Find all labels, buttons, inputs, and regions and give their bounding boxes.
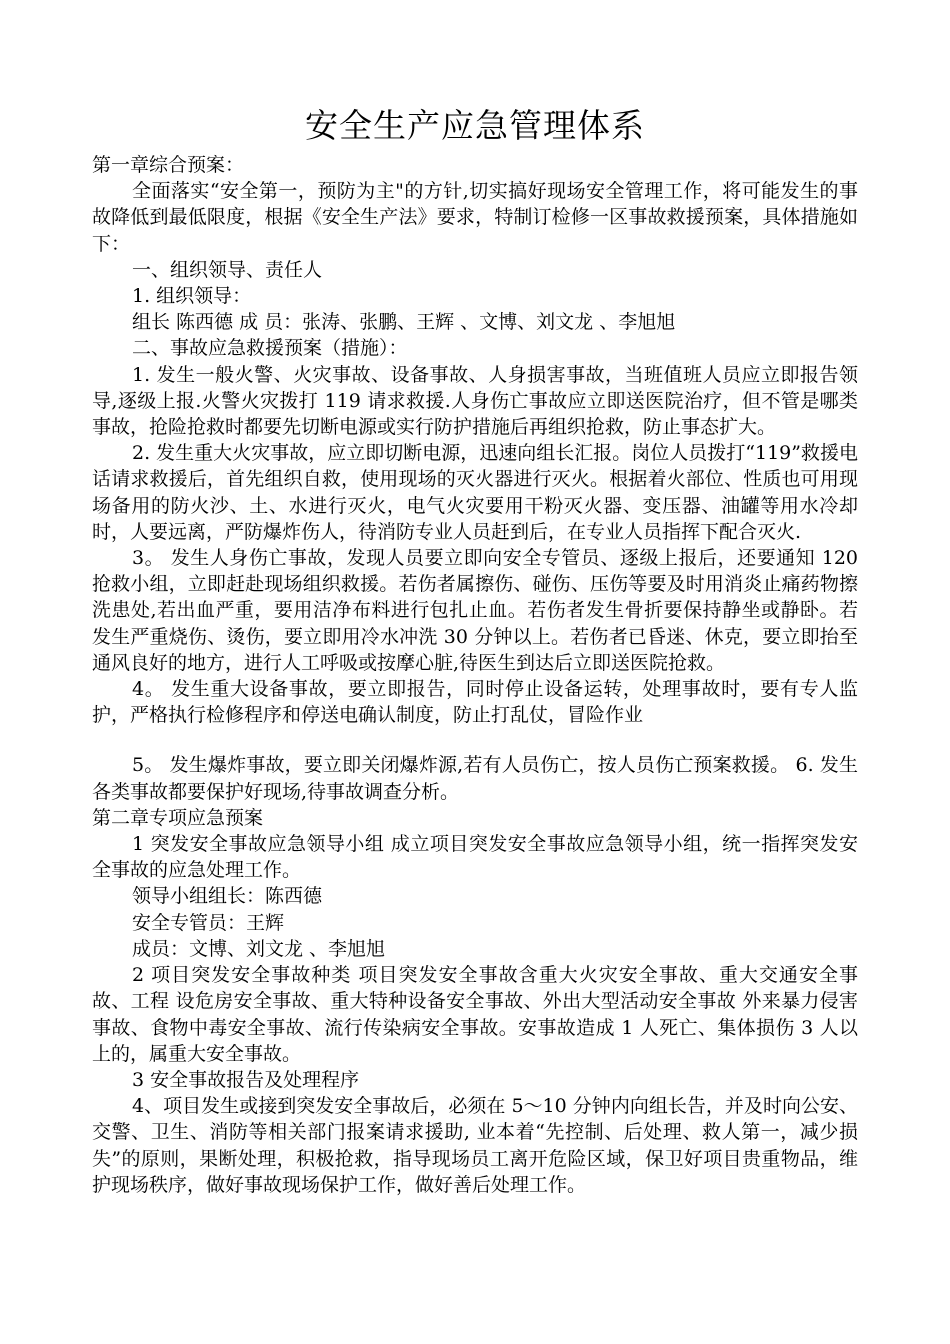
paragraph-members: 组长 陈西德 成 员：张涛、张鹏、王辉 、文博、刘文龙 、李旭旭 (132, 311, 676, 334)
paragraph-intro: 全面落实“安全第一，预防为主"的方针,切实搞好现场安全管理工作，将可能发生的事故降低到最低限度，根据《安全生产法》要求，特制订检修一区事故救援预案，具体措施如下： (92, 180, 858, 255)
paragraph-group-members: 成员：文博、刘文龙 、李旭旭 (132, 937, 386, 960)
chapter-2-heading: 第二章专项应急预案 (92, 806, 264, 829)
paragraph-measure-3: 3。 发生人身伤亡事故，发现人员要立即向安全专管员、逐级上报后，还要通知 120 抢救小组，立即赶赴现场组织救援。若伤者属擦伤、碰伤、压伤等要及时用消炎止痛药物擦洗患处,若出血严重，要用洁净布料进行包扎止血。若伤者发生骨折要保持静坐或静卧。若发生严重烧伤、烫伤，要立即用冷水冲洗 30 分钟以上。若伤者已昏迷、休克，要立即抬至通风良好的地方，进行人工呼吸或按摩心脏,待医生到达后立即送医院抢救。 (92, 547, 858, 674)
document-title: 安全生产应急管理体系 (305, 106, 645, 145)
document-body (92, 104, 858, 1198)
paragraph-safety-manager: 安全专管员：王辉 (132, 911, 285, 934)
paragraph-group-leader: 领导小组组长：陈西德 (132, 885, 323, 908)
section-heading-measures: 二、事故应急救援预案（措施）： (132, 337, 408, 360)
paragraph-gap (92, 728, 858, 752)
paragraph-measure-1: 1. 发生一般火警、火灾事故、设备事故、人身损害事故，当班值班人员应立即报告领导,逐级上报.火警火灾拨打 119 请求救援.人身伤亡事故应立即送医院治疗，但不管是哪类事故，抢险抢救时都要先切断电源或实行防护措施后再组织抢救，防止事态扩大。 (92, 363, 858, 439)
paragraph-measure-2: 2. 发生重大火灾事故，应立即切断电源，迅速向组长汇报。岗位人员拨打“119”救援电话请求救援后，首先组织自救，使用现场的灭火器进行灭火。根据着火部位、性质也可用现场备用的防火沙、土、水进行灭火，电气火灾要用干粉灭火器、变压器、油罐等用水冷却时，人要远离，严防爆炸伤人，待消防专业人员赶到后，在专业人员指挥下配合灭火. (92, 442, 858, 543)
paragraph-leading-group: 1 突发安全事故应急领导小组 成立项目突发安全事故应急领导小组，统一指挥突发安全事故的应急处理工作。 (92, 833, 858, 882)
section-heading-organization: 一、组织领导、责任人 (132, 258, 323, 281)
paragraph-measure-4: 4。 发生重大设备事故，要立即报告，同时停止设备运转，处理事故时，要有专人监护，严格执行检修程序和停送电确认制度，防止打乱仗，冒险作业 (92, 678, 858, 727)
chapter-1-heading: 第一章综合预案： (92, 154, 245, 176)
subsection-leadership: 1. 组织领导： (132, 285, 252, 308)
paragraph-measure-5-6: 5。 发生爆炸事故，要立即关闭爆炸源,若有人员伤亡，按人员伤亡预案救援。 6. 发生各类事故都要保护好现场,待事故调查分析。 (92, 754, 858, 803)
paragraph-report-procedure-heading: 3 安全事故报告及处理程序 (132, 1068, 360, 1091)
paragraph-report-procedure: 4、项目发生或接到突发安全事故后，必须在 5～10 分钟内向组长告，并及时向公安、交警、卫生、消防等相关部门报案请求援助, 业本着“先控制、后处理、救人第一，减少损失”的原则，果断处理，积极抢救，指导现场员工离开危险区域，保卫好项目贵重物品，维护现场秩序，做好事故现场保护工作，做好善后处理工作。 (92, 1095, 858, 1196)
paragraph-accident-types: 2 项目突发安全事故种类 项目突发安全事故含重大火灾安全事故、重大交通安全事故、工程 设危房安全事故、重大特种设备安全事故、外出大型活动安全事故 外来暴力侵害事故、食物中毒安全事故、流行传染病安全事故。安事故造成 1 人死亡、集体损伤 3 人以上的，属重大安全事故。 (92, 964, 858, 1065)
